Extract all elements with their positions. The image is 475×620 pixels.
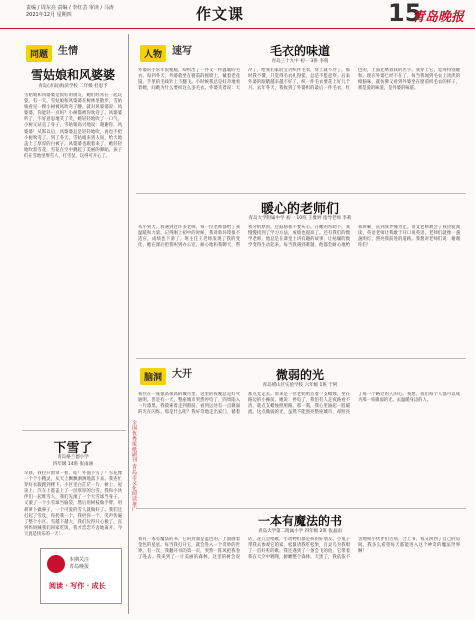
article-body: 雪姑娘和风婆婆是很好的朋友，她们经常在一起玩耍。有一天，雪姑娘和风婆婆在树林里散步，雪姑娘看见一棵小树被风吹弯了腰，就对风婆婆说：风婆婆，你能轻一点吗？小树都被你吹弯了。风婆婆听了，不好意思地笑了笑，她轻轻地吹了一口气，小树又站直了身子。雪姑娘高兴地说：谢谢你，风婆婆！从那以后，风婆婆总是轻轻地吹，再也不把小树吹弯了。到了冬天，雪姑娘来到人间，给大地盖上了厚厚的白被子。风婆婆也跟着来了，她轻轻地吹着雪花，雪花在空中跳起了美丽的舞蹈。孩子们在雪地里堆雪人、打雪仗，玩得可开心了。 <box>24 93 122 159</box>
article-byline: 青岛大学第二附属小学 四年级 2班 张晶雨 <box>258 529 342 534</box>
article-body: 我有一本有魔法的书，它的封面是蓝色的，上面画着金色的星星。每当我打开它，就会进入一个奇妙的世界。有一次，我翻开书的第一页，突然一阵风把我卷了进去。我来到了一片美丽的森林，这里的树会说话，花儿会唱歌，小动物们都是我的好朋友。小兔子带我去参观它的家，松鼠请我吃松果，百灵鸟为我唱了一首好听的歌。我还遇到了一条会飞的鱼，它带着我在天空中翱翔，俯瞰整个森林。天黑了，我依依不舍地和小伙伴们告别，合上书，我又回到了自己的房间。我多么希望每天都能进入这个神奇的魔法世界啊！ <box>138 537 460 561</box>
article-title: 微弱的光 <box>275 368 324 382</box>
divider <box>136 358 466 359</box>
article-byline: 青岛大学附属中学 初一 10班 王雅婷 指导老师 李莉 <box>248 216 352 221</box>
article-title: 雪姑娘和风婆婆 <box>30 68 115 82</box>
article-title: 暖心的老师们 <box>260 202 339 217</box>
promo-logo-icon <box>47 555 65 573</box>
vertical-banner: 全国优秀报纸副刊·青岛市文化阅读推广 <box>131 420 137 512</box>
feature-tag-sub: 生情 <box>58 46 78 57</box>
column-divider <box>128 34 129 614</box>
article-body: 早晨，我拉开窗帘一看，哇！外面下雪了！雪花像一个个小精灵，从天上飘飘洒洒地落下来。我连忙穿好衣服跑到楼下。小区里白茫茫一片，树上、屋顶上、汽车上都盖上了一层厚厚的白雪。我和小伙伴们一起堆雪人，我们先滚了一个大雪球当身子，又滚了一个小雪球当脑袋，然后用树枝做手臂，用胡萝卜做鼻子，一个可爱的雪人就做好了。我们还打起了雪仗，你扔我一个，我扔你一个，笑声传遍了整个小区。雪越下越大，我们玩得开心极了，直到妈妈喊我们回家吃饭，我才恋恋不舍地离开。今天真是快乐的一天！ <box>24 471 122 537</box>
header-info <box>26 5 114 18</box>
article-byline: 青岛(市南)海滨学校 二年级 杜思予 <box>38 84 108 89</box>
article-byline: 青岛格兰德小学 <box>57 455 89 460</box>
article-byline: 青岛崂山区实验学校 六年级 1班 于阿 <box>262 383 338 388</box>
article-body: 我住在一座很高很高的城市里，这里的夜晚总是灯火通明。但是有一天，整座城市突然停电了，四周陷入一片漆黑。我摸索着走到窗前，看到远处有一点微弱的光在闪烁。那是什么呢？我好奇地走出家门，循着那点光走去。原来是一位老奶奶点着一支蜡烛，坐在路边的小摊前。她说：停电了，我怕有人走夜路看不清，就点支蜡烛照照路。那一刻，我心里涌起一股暖流。这点微弱的光，虽然不能照亮整座城市，却照亮了每一个路过的人的心。我想，我们每个人都可以成为那一束微弱的光，去温暖身边的人。 <box>138 392 460 416</box>
feature-tag: 脑洞 <box>140 365 166 385</box>
page-header <box>0 0 475 29</box>
newspaper-logo: 青岛晚报 <box>412 10 465 25</box>
article-byline-2: 四年级 14班 张雨涵 <box>52 462 94 467</box>
article-body: 从小到大，我遇到过许多老师，每一位老师都给了我温暖和力量。记得刚上初中的时候，我对新环境很不适应，成绩也下滑了。班主任王老师发现了我的变化，她在课后把我叫到办公室，耐心地和我聊天，帮我分析原因，还鼓励我不要灰心。在她的帮助下，我慢慢找到了学习方法，成绩也提高了。还有我们的数学老师，他总是在课堂上讲有趣的故事，让枯燥的数学变得生动起来。每当我遇到难题，他都会耐心地给我讲解，直到我弄懂为止。语文老师教会了我热爱阅读，英语老师让我敢于开口说英语。老师们就像一盏盏明灯，照亮我前进的道路。我想对老师们说：谢谢你们！ <box>138 225 460 249</box>
feature-tag-sub: 速写 <box>172 46 192 57</box>
feature-tag: 同题 <box>26 42 52 62</box>
divider <box>136 508 466 509</box>
promo-box <box>40 548 122 604</box>
feature-tag-sub: 大开 <box>172 369 192 380</box>
article-title: 毛衣的味道 <box>269 44 330 58</box>
divider <box>22 430 126 431</box>
article-title: 下雪了 <box>53 441 93 456</box>
promo-text: 本期关注 青岛晚报 <box>69 557 90 570</box>
feature-tag: 人物 <box>140 42 166 62</box>
article-title: 一本有魔法的书 <box>257 514 342 528</box>
article-body: 外婆的手常年很粗糙，却织出了一件又一件温暖的毛衣。每到冬天，外婆就坐在窗前的摇椅上，戴着老花镜，手里的毛线针上下翻飞。小时候我总是好奇地看着她，问她为什么要织这么多毛衣。外婆笑着说：天冷了，给我们家的宝贝织件毛衣，穿上就不冷了。那时我不懂，只觉得毛衣扎得慌，总是不愿意穿。后来外婆的眼睛越来越不好了，织一件毛衣要花上好几个月。去年冬天，我收到了外婆织的最后一件毛衣，红色的，上面还绣着我的名字。我穿上它，觉得特别暖和。现在外婆已经不在了，每当我闻到毛衣上淡淡的樟脑味，就仿佛又看到外婆坐在窗前织毛衣的样子。那是爱的味道，是外婆的味道。 <box>138 68 460 92</box>
edition-line: 责编 / 周东亮 责编 / 李红芸 审读 / 马涛 <box>26 5 114 11</box>
date-line: 2021年12月 星期四 <box>26 11 72 18</box>
divider <box>136 193 466 194</box>
section-title: 作文课 <box>196 5 245 23</box>
promo-main: 阅读 · 写作 · 成长 <box>49 581 106 590</box>
article-byline: 青岛三十九中 初一 3班 李萌 <box>271 59 329 64</box>
page-number: 15 <box>388 0 422 27</box>
